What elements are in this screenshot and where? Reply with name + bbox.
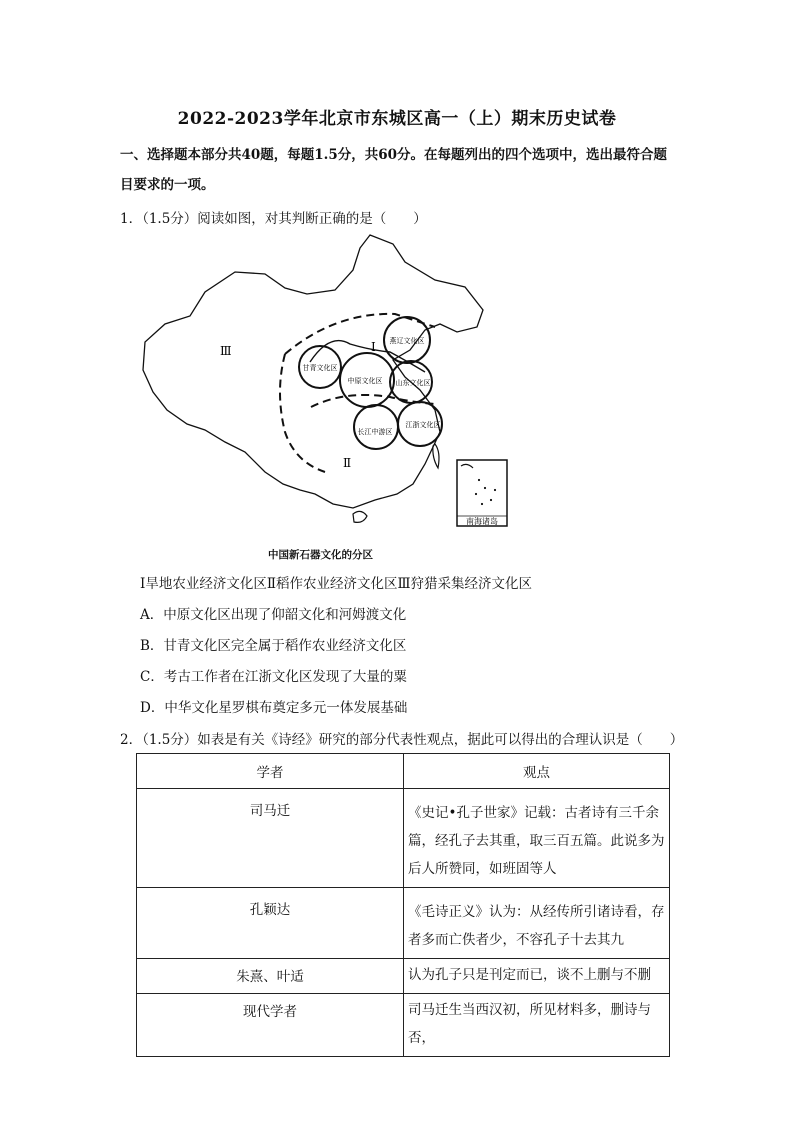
view-cell [404, 994, 670, 1057]
view-line: 认为孔子只是刊定而已，谈不上删与不删 [408, 967, 651, 983]
header-scholar: 学者 [137, 754, 404, 789]
taiwan-island [433, 444, 439, 468]
table-row [137, 959, 670, 994]
table-row [137, 789, 670, 888]
neolithic-culture-map [135, 232, 535, 532]
question-2-stem: 2．（1.5分）如表是有关《诗经》研究的部分代表性观点，据此可以得出的合理认识是（ ） [120, 732, 684, 748]
q1-option-a[interactable]: A．中原文化区出现了仰韶文化和河姆渡文化 [140, 607, 407, 623]
view-line: 后人所赞同，如班固等人 [408, 861, 557, 877]
map-legend: Ⅰ旱地农业经济文化区Ⅱ稻作农业经济文化区Ⅲ狩猎采集经济文化区 [140, 576, 533, 592]
table-row [137, 888, 670, 959]
view-line: 《毛诗正义》认为：从经传所引诸诗看，存 [408, 904, 665, 920]
scholar-cell: 现代学者 [137, 994, 404, 1057]
region-label-3: Ⅲ [220, 344, 232, 358]
question-1-stem: 1．（1.5分）阅读如图，对其判断正确的是（ ） [120, 211, 427, 227]
table-row [137, 994, 670, 1057]
map-caption: 中国新石器文化的分区 [268, 549, 373, 561]
label-yanliao: 燕辽文化区 [389, 337, 425, 345]
view-cell [404, 888, 670, 959]
hainan-island [353, 511, 367, 522]
label-shandong: 山东文化区 [395, 379, 431, 387]
section-heading: 一、选择题本部分共40题，每题1.5分，共60分。在每题列出的四个选项中，选出最符合题目要求的一项。 [120, 147, 668, 193]
q1-option-b[interactable]: B．甘青文化区完全属于稻作农业经济文化区 [140, 638, 407, 654]
q1-option-d[interactable]: D．中华文化星罗棋布奠定多元一体发展基础 [140, 700, 408, 716]
view-line: 者多而亡佚者少，不容孔子十去其九 [408, 932, 624, 948]
region-label-1: Ⅰ [371, 340, 376, 354]
view-cell [404, 789, 670, 888]
scholar-cell: 朱熹、叶适 [137, 959, 404, 994]
header-view: 观点 [404, 754, 670, 789]
scholar-cell: 孔颖达 [137, 888, 404, 959]
view-cell [404, 959, 670, 994]
q1-option-c[interactable]: C．考古工作者在江浙文化区发现了大量的粟 [140, 669, 407, 685]
page-title: 2022-2023学年北京市东城区高一（上）期末历史试卷 [177, 109, 617, 129]
label-changjiang: 长江中游区 [357, 428, 393, 436]
poetry-views-table [136, 753, 670, 1057]
label-jiangzhe: 江浙文化区 [405, 421, 441, 429]
region-label-2: Ⅱ [343, 456, 352, 470]
inset-label: 南海诸岛 [466, 517, 498, 526]
view-line: 篇，经孔子去其重，取三百五篇。此说多为 [408, 833, 665, 849]
view-line: 司马迁生当西汉初，所见材料多，删诗与否， [408, 1002, 651, 1046]
table-header-row [137, 754, 670, 789]
label-zhongyuan: 中原文化区 [347, 377, 383, 385]
view-line: 《史记•孔子世家》记载：古者诗有三千余 [408, 805, 659, 821]
label-ganqing: 甘青文化区 [302, 364, 338, 372]
region-boundary-north [285, 314, 435, 354]
scholar-cell: 司马迁 [137, 789, 404, 888]
